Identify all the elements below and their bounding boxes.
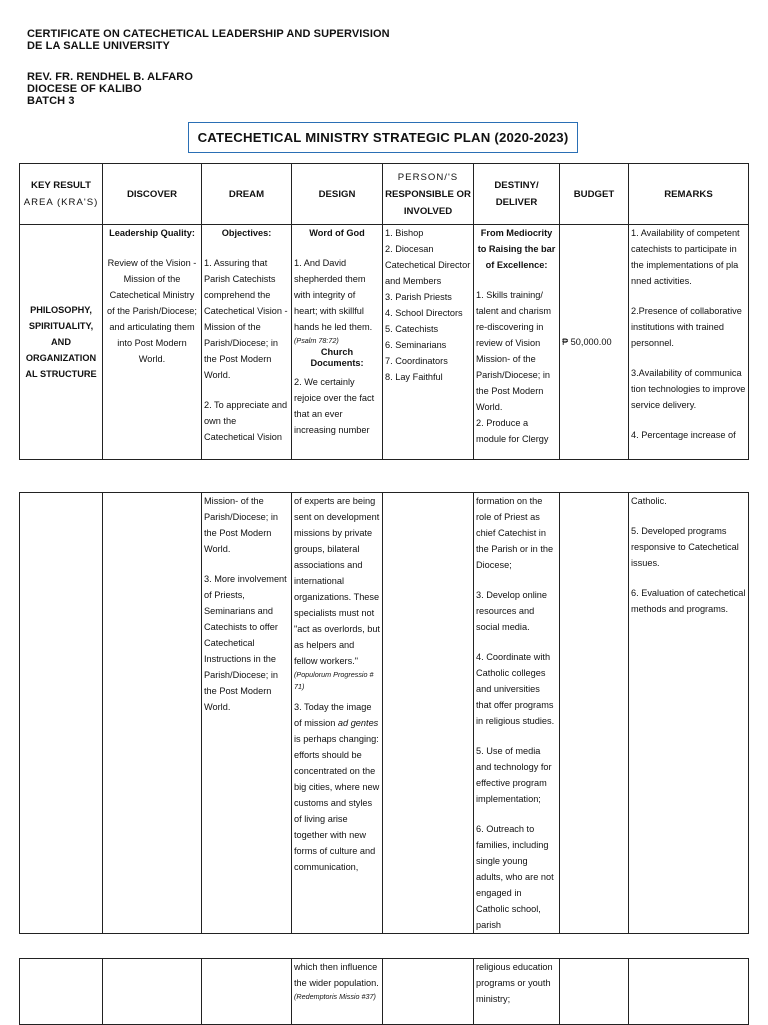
certificate-title: CERTIFICATE ON CATECHETICAL LEADERSHIP AND SUPERVISION (27, 28, 390, 40)
kra-cell: PHILOSOPHY, SPIRITUALITY, AND ORGANIZATION AL STRUCTURE (20, 225, 103, 460)
col-header-remarks: REMARKS (629, 164, 749, 225)
col-header-dream: DREAM (202, 164, 292, 225)
dream-cell: Objectives: 1. Assuring that Parish Catechists comprehend the Catechetical Vision -Mission of the Parish/Diocese; in the Post Modern World. 2. To appreciate and own the Catechetical Vision (202, 225, 292, 460)
design-cell: Word of God 1. And David shepherded them with integrity of heart; with skillful hands he led them. (Psalm 78:72) Church Documents: 2. We certainly rejoice over the fact that an ever increasing number (292, 225, 383, 460)
strategic-plan-table-1 (19, 163, 749, 460)
discover-cell: Leadership Quality: Review of the Vision - Mission of the Catechetical Ministry of the Parish/Diocese; and articulating them into Post Modern World. (103, 225, 202, 460)
person-item: 4. School Directors (385, 308, 463, 318)
certificate-header (27, 28, 390, 52)
strategic-plan-table-3 (19, 958, 749, 1025)
strategic-plan-table-2 (19, 492, 749, 934)
persons-cell (383, 493, 474, 934)
destiny-cell: From Mediocrity to Raising the bar of Excellence: 1. Skills training/ talent and charism re-discovering in review of Vision Mission- of the Parish/Diocese; in the Post Modern World. 2. Produce a module for Clergy (474, 225, 560, 460)
table-row (20, 225, 749, 460)
table-header-row (20, 164, 749, 225)
discover-cell (103, 493, 202, 934)
discover-cell (103, 959, 202, 1025)
col-header-discover: DISCOVER (103, 164, 202, 225)
table-row (20, 493, 749, 934)
diocese-name: DIOCESE OF KALIBO (27, 83, 142, 95)
author-name: REV. FR. RENDHEL B. ALFARO (27, 71, 193, 83)
remarks-cell (629, 959, 749, 1025)
col-header-persons: PERSON/'S RESPONSIBLE OR INVOLVED (383, 164, 474, 225)
col-header-kra: KEY RESULT AREA (KRA'S) (20, 164, 103, 225)
budget-cell: ₱ 50,000.00 (560, 225, 629, 460)
design-cell: which then influence the wider population. (Redemptoris Missio #37) (292, 959, 383, 1025)
destiny-cell: formation on the role of Priest as chief Catechist in the Parish or in the Diocese; 3. Develop online resources and social media. 4. Coordinate with Catholic colleges and universities that offer programs in religious studies. 5. Use of media and technology for effective program implementation; 6. Outreach to families, including single young adults, who are not engaged in Catholic school, parish (474, 493, 560, 934)
person-item: 7. Coordinators (385, 356, 448, 366)
dream-cell (202, 959, 292, 1025)
person-item: 2. Diocesan Catechetical Director and Members (385, 244, 471, 286)
destiny-cell: religious education programs or youth ministry; (474, 959, 560, 1025)
col-header-budget: BUDGET (560, 164, 629, 225)
dream-cell: Mission- of the Parish/Diocese; in the Post Modern World. 3. More involvement of Priests, Seminarians and Catechists to offer Catechetical Instructions in the Parish/Diocese; in the Post Modern World. (202, 493, 292, 934)
person-item: 8. Lay Faithful (385, 372, 443, 382)
persons-cell (383, 959, 474, 1025)
university-name: DE LA SALLE UNIVERSITY (27, 40, 170, 52)
remarks-cell: Catholic. 5. Developed programs responsive to Catechetical issues. 6. Evaluation of catechetical methods and programs. (629, 493, 749, 934)
col-header-destiny: DESTINY/ DELIVER (474, 164, 560, 225)
plan-title: CATECHETICAL MINISTRY STRATEGIC PLAN (2020-2023) (188, 122, 578, 153)
kra-cell (20, 493, 103, 934)
person-item: 6. Seminarians (385, 340, 447, 350)
table-row (20, 959, 749, 1025)
person-item: 5. Catechists (385, 324, 439, 334)
persons-cell (383, 225, 474, 460)
batch-label: BATCH 3 (27, 95, 75, 107)
design-cell: of experts are being sent on development missions by private groups, bilateral associations and international organizations. These specialists must not "act as overlords, but as helpers and fellow workers." (Populorum Progressio # 71) 3. Today the image of mission ad gentes is perhaps changing: efforts should be concentrated on the big cities, where new customs and styles of living arise together with new forms of culture and communication, (292, 493, 383, 934)
col-header-design: DESIGN (292, 164, 383, 225)
remarks-cell: 1. Availability of competent catechists to participate in the implementations of pla nned activities. 2.Presence of collaborative institutions with trained personnel. 3.Availability of communica tion technologies to improve service delivery. 4. Percentage increase of (629, 225, 749, 460)
budget-cell (560, 959, 629, 1025)
budget-cell (560, 493, 629, 934)
person-item: 1. Bishop (385, 228, 424, 238)
kra-cell (20, 959, 103, 1025)
person-item: 3. Parish Priests (385, 292, 452, 302)
author-block (27, 71, 193, 107)
